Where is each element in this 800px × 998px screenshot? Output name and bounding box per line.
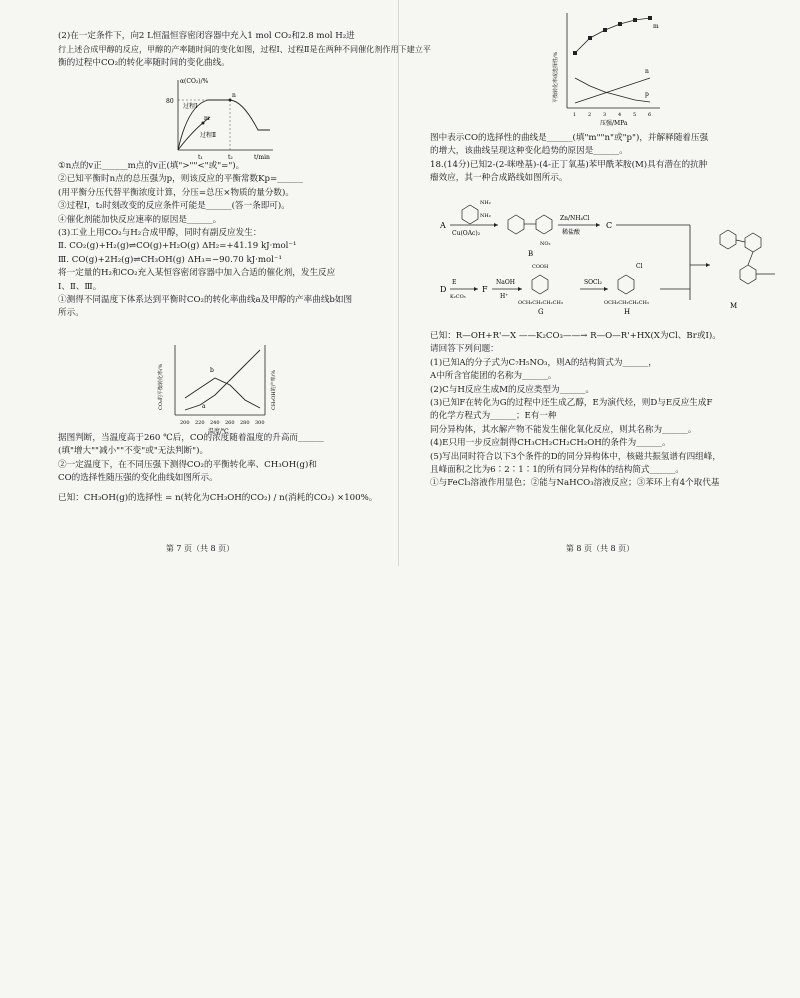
x-axis-label: 压强/MPa	[600, 120, 628, 127]
x-tick-2: 2	[588, 112, 592, 118]
x-tick-220: 220	[195, 420, 205, 426]
q3-setup-2: Ⅰ、Ⅱ、Ⅲ。	[58, 281, 102, 292]
q3-intro: (3)工业上用CO₂与H₂合成甲醇，同时有副反应发生：	[58, 228, 262, 239]
h-butoxy: OCH₂CH₂CH₂CH₃	[604, 300, 649, 306]
q3-sub-1: ①测得不同温度下体系达到平衡时CO₂的转化率曲线a及甲醇的产率曲线b如图	[58, 295, 353, 306]
m-point	[573, 51, 577, 55]
reaction-2: Ⅱ. CO₂(g)+H₂(g)⇌CO(g)+H₂O(g) ΔH₂=+41.19 kJ·mol⁻¹	[58, 241, 297, 252]
q2-sub-2-note: (用平衡分压代替平衡浓度计算，分压=总压×物质的量分数)。	[58, 187, 294, 198]
label-F: F	[482, 285, 488, 294]
label-E: E	[452, 279, 457, 286]
arrowhead	[604, 287, 608, 291]
q18-2: (2)C与H反应生成M的反应类型为______。	[430, 384, 594, 395]
q2-line-1: (2)在一定条件下，向2 L恒温恒容密闭容器中充入1 mol CO₂和2.8 mol H₂进	[58, 31, 355, 41]
x-tick-6: 6	[648, 112, 652, 118]
q3-sub-2b: CO的选择性随压强的变化曲线如图所示。	[58, 473, 218, 484]
label-m: m	[204, 115, 210, 122]
q2-sub-4: ④催化剂能加快反应速率的原因是______。	[58, 214, 222, 225]
series-n-line	[575, 78, 650, 103]
nh2-group: NH₂	[480, 200, 491, 206]
bond	[736, 240, 745, 242]
q18-intro-b: 瘤效应，其一种合成路线如图所示。	[430, 173, 568, 184]
reaction-3: Ⅲ. CO(g)+2H₂(g)⇌CH₃OH(g) ΔH₃=−90.70 kJ·mol⁻¹	[58, 254, 282, 265]
x-tick-300: 300	[255, 420, 265, 426]
cooh-group: COOH	[532, 264, 549, 270]
m-ring-3	[740, 265, 756, 284]
reagent-k2co3: K₂CO₃	[450, 294, 466, 300]
h-ring	[618, 275, 634, 294]
arrowhead	[706, 263, 710, 267]
label-G: G	[538, 308, 544, 316]
y-axis-label: α(CO₂)/%	[180, 78, 209, 85]
m-ring-1	[720, 230, 736, 249]
q18-intro: 18.(14分)已知2-(2-咪唑基)-(4-正丁氧基)苯甲酰苯胺(M)具有潜在的抗肿	[430, 159, 708, 170]
q18-5b: 且峰面积之比为6∶2∶1∶1的所有同分异构体的结构简式______。	[430, 465, 684, 476]
y-right-label: CH₃OH的产率/%	[271, 369, 277, 410]
reagent-h: H⁺	[500, 293, 509, 300]
nitrophenyl-ring	[536, 215, 552, 234]
q18-3c: 同分异构体，其水解产物不能发生催化氧化反应，则其名称为______。	[430, 424, 697, 435]
q2-sub-1: ①n点的v正______m点的v正(填">""<"或"=")。	[58, 161, 245, 171]
arrowhead	[518, 287, 522, 291]
reagent-socl2: SOCl₂	[584, 279, 602, 286]
x-tick-240: 240	[210, 420, 220, 426]
no2-group: NO₂	[540, 241, 551, 247]
label-n: n	[645, 68, 649, 75]
graph-pressure	[545, 8, 665, 126]
q2-line-2: 行上述合成甲醇的反应，甲醇的产率随时间的变化如图，过程Ⅰ、过程Ⅱ是在两种不同催化剂作用下建立平	[58, 44, 431, 55]
series-a-line	[185, 350, 260, 410]
label-p: p	[645, 91, 649, 98]
q-co-selectivity: 图中表示CO的选择性的曲线是______(填"m""n"或"p")，并解释随着压强	[430, 133, 709, 143]
series-b-line	[185, 378, 260, 408]
q2-sub-3: ③过程Ⅰ，t₂时刻改变的反应条件可能是______(答一条即可)。	[58, 201, 290, 212]
x-tick-1: 1	[573, 112, 577, 118]
x-tick-4: 4	[618, 112, 622, 118]
benzimidazole-ring	[508, 215, 524, 234]
reagent-cuoac: Cu(OAc)₂	[452, 230, 481, 237]
m-ring-2	[745, 233, 761, 252]
q3-sub-1b: 所示。	[58, 308, 84, 319]
graph-temperature	[150, 340, 280, 435]
x-axis-label: t/min	[254, 154, 270, 161]
label-series-b: b	[210, 367, 214, 374]
label-m: m	[653, 23, 659, 30]
q18-4: (4)E只用一步反应制得CH₃CH₂CH₂CH₂OH的条件为______。	[430, 438, 671, 449]
label-A: A	[440, 221, 446, 230]
left-page-part-3	[0, 432, 400, 998]
arrowhead	[494, 223, 498, 227]
x-tick-3: 3	[603, 112, 607, 118]
label-D: D	[440, 285, 447, 294]
y-left-label: CO₂的平衡转化率/%	[158, 363, 164, 410]
q3-sub-1-options: (填"增大""减小""不变"或"无法判断")。	[58, 446, 209, 457]
label-C: C	[606, 221, 613, 230]
label-H: H	[624, 308, 631, 316]
reagent-naoh: NaOH	[496, 279, 515, 286]
benzene-ring-diamine	[462, 205, 478, 224]
label-M: M	[730, 302, 738, 310]
q3-sub-2: ②一定温度下，在不同压强下测得CO₂的平衡转化率、CH₃OH(g)和	[58, 459, 317, 470]
q2-line-3: 衡的过程中CO₂的转化率随时间的变化曲线。	[58, 57, 230, 68]
label-series-a: a	[202, 403, 206, 410]
right-page-part-2	[400, 330, 800, 896]
m-point	[588, 36, 592, 40]
arrowhead	[474, 287, 478, 291]
x-tick-260: 260	[225, 420, 235, 426]
synthesis-scheme	[440, 190, 790, 330]
right-footer: 第 8 页（共 8 页）	[565, 544, 635, 553]
m-point	[633, 18, 637, 22]
reagent-hcl: 稀盐酸	[562, 229, 581, 236]
graph-conversion-vs-time	[158, 75, 278, 160]
x-tick-280: 280	[240, 420, 250, 426]
x-tick-t2: t₂	[228, 154, 233, 161]
q18-5: (5)写出同时符合以下3个条件的D的同分异构体中，核磁共振氢谱有四组峰，	[430, 451, 721, 462]
q18-3b: 的化学方程式为______；E有一种	[430, 411, 557, 422]
q3-setup-1: 将一定量的H₂和CO₂充入某恒容密闭容器中加入合适的催化剂，发生反应	[58, 268, 336, 279]
nh2-group: NH₂	[480, 213, 491, 219]
series-m-line	[575, 18, 650, 53]
label-process-2: 过程Ⅱ	[200, 132, 217, 139]
q18-5-conditions: ①与FeCl₃溶液作用显色；②能与NaHCO₃溶液反应；③苯环上有4个取代基	[430, 478, 720, 489]
selectivity-formula: 已知：CH₃OH(g)的选择性 = n(转化为CH₃OH的CO₂) / n(消耗的CO₂) ×100%。	[58, 492, 378, 503]
x-tick-t1: t₁	[198, 154, 203, 161]
label-B: B	[528, 250, 534, 258]
y-tick-80: 80	[166, 98, 174, 105]
x-tick-200: 200	[180, 420, 190, 426]
answer-prompt: 请回答下列问题：	[430, 344, 499, 355]
g-ring	[532, 275, 548, 294]
left-footer: 第 7 页（共 8 页）	[165, 544, 235, 553]
m-point	[618, 22, 622, 26]
arrowhead	[596, 223, 600, 227]
q18-3: (3)已知F在转化为G的过程中还生成乙醇，E为演代烃，则D与E反应生成F	[430, 398, 713, 409]
q2-sub-2: ②已知平衡时n点的总压强为p，则该反应的平衡常数Kp=______	[58, 174, 304, 185]
label-n: n	[232, 92, 236, 99]
known-reaction: 已知：R—OH+R'—X ——K₂CO₃——→ R—O—R'+HX(X为Cl、Br或I)。	[430, 331, 721, 341]
cl-group: Cl	[636, 263, 643, 270]
q3-sub-1-answer: 据图判断，当温度高于260 ℃后，CO的浓度随着温度的升高而______	[58, 433, 324, 443]
m-point	[603, 28, 607, 32]
bond	[748, 252, 753, 265]
g-butoxy: OCH₂CH₂CH₂CH₃	[518, 300, 563, 306]
x-tick-5: 5	[633, 112, 637, 118]
q18-1: (1)已知A的分子式为C₇H₅NO₃，则A的结构简式为______，	[430, 357, 657, 368]
reagent-zn: Zn/NH₄Cl	[560, 215, 590, 222]
q-co-selectivity-b: 的增大，该曲线呈现这种变化趋势的原因是______。	[430, 146, 628, 157]
x-axis-label: 温度/℃	[208, 428, 229, 435]
label-process-1: 过程Ⅰ	[183, 103, 198, 110]
q18-1b: A中所含官能团的名称为______。	[430, 371, 557, 382]
m-point	[648, 16, 652, 20]
y-axis-label: 平衡转化率或选择性/%	[553, 51, 559, 103]
